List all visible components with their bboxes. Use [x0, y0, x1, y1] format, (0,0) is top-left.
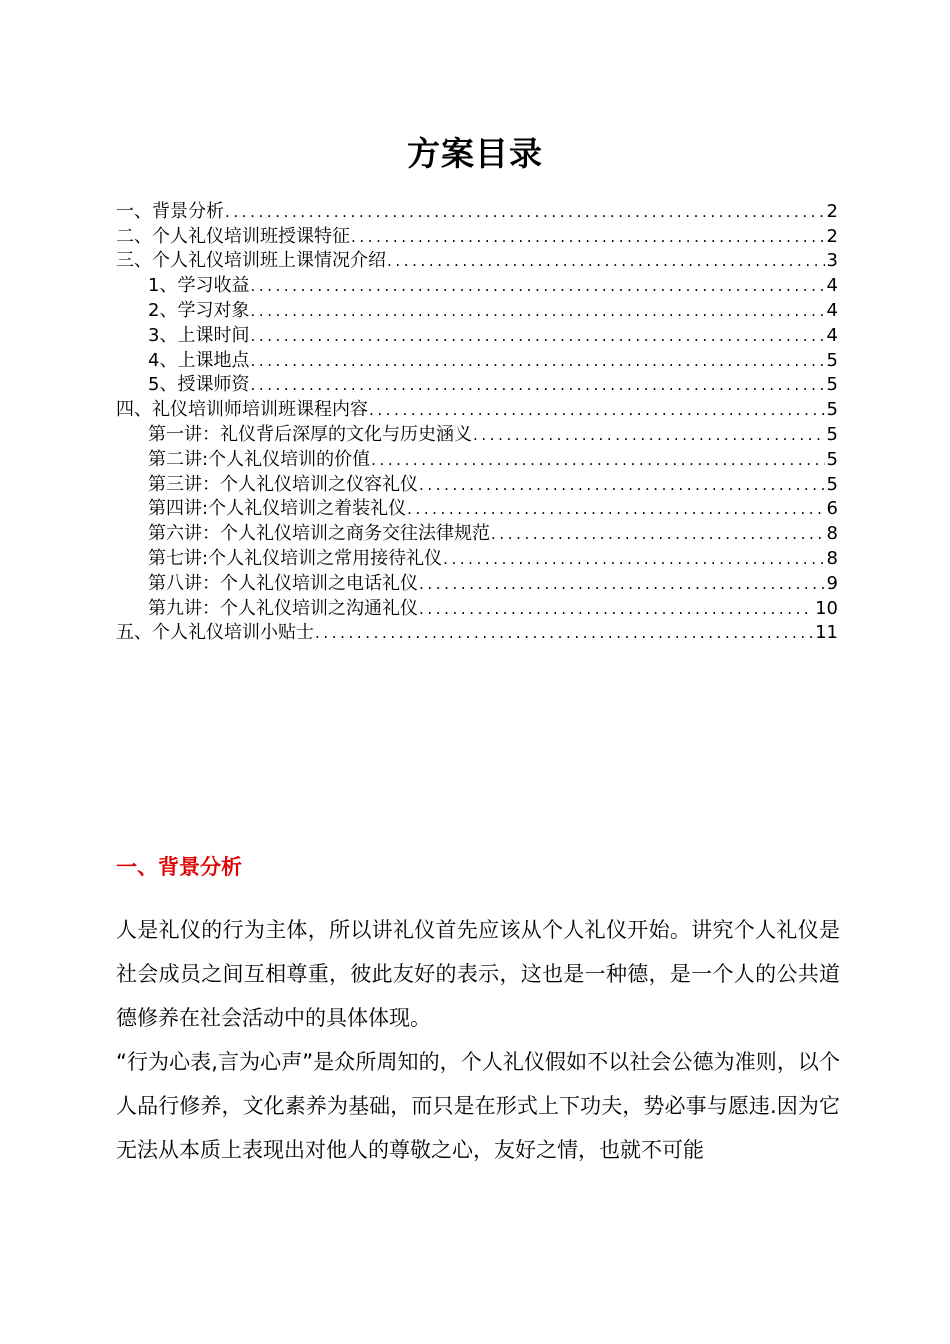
toc-entry-page-number: 8 [826, 547, 838, 569]
toc-entry[interactable] [116, 322, 838, 347]
toc-dot-leader [250, 350, 824, 372]
toc-entry-label: 第七讲:个人礼仪培训之常用接待礼仪 [148, 547, 443, 569]
toc-entry-page-number: 2 [826, 225, 838, 247]
toc-entry[interactable] [116, 446, 838, 471]
toc-entry-page-number: 2 [826, 200, 838, 222]
toc-entry-label: 第六讲：个人礼仪培训之商务交往法律规范 [148, 523, 490, 545]
toc-dot-leader [315, 622, 813, 644]
toc-entry-label: 5、授课师资 [148, 374, 250, 396]
toc-entry-label: 第九讲：个人礼仪培训之沟通礼仪 [148, 597, 418, 619]
toc-dot-leader [473, 424, 825, 446]
toc-entry[interactable] [116, 620, 838, 645]
toc-entry[interactable] [116, 396, 838, 421]
toc-entry[interactable] [116, 347, 838, 372]
toc-entry-page-number: 6 [826, 498, 838, 520]
toc-entry-label: 三、个人礼仪培训班上课情况介绍 [116, 250, 386, 272]
toc-entry-page-number: 5 [826, 399, 838, 421]
toc-entry-label: 第八讲：个人礼仪培训之电话礼仪 [148, 572, 418, 594]
toc-entry[interactable] [116, 223, 838, 248]
toc-entry[interactable] [116, 372, 838, 397]
toc-entry-page-number: 11 [815, 622, 838, 644]
toc-entry-page-number: 8 [826, 523, 838, 545]
toc-entry-label: 2、学习对象 [148, 299, 250, 321]
section-heading: 一、背景分析 [116, 855, 242, 879]
toc-entry-label: 第四讲:个人礼仪培训之着装礼仪 [148, 498, 407, 520]
toc-entry-page-number: 5 [826, 423, 838, 445]
toc-entry-label: 五、个人礼仪培训小贴士 [116, 622, 314, 644]
toc-entry-label: 第一讲：礼仪背后深厚的文化与历史涵义 [148, 423, 472, 445]
toc-entry[interactable] [116, 421, 838, 446]
section-body [116, 908, 840, 1172]
toc-entry[interactable] [116, 570, 838, 595]
toc-dot-leader [419, 598, 813, 620]
toc-entry-page-number: 5 [826, 349, 838, 371]
body-paragraph: “行为心表,言为心声”是众所周知的，个人礼仪假如不以社会公德为准则，以个人品行修养，文化素养为基础，而只是在形式上下功夫，势必事与愿违.因为它无法从本质上表现出对他人的尊敬之心，友好之情，也就不可能 [116, 1050, 840, 1162]
toc-entry-label: 第二讲:个人礼仪培训的价值 [148, 448, 371, 470]
toc-entry-page-number: 10 [815, 597, 838, 619]
toc-entry-page-number: 5 [826, 374, 838, 396]
toc-dot-leader [387, 250, 825, 272]
toc-entry-label: 一、背景分析 [116, 200, 224, 222]
toc-entry[interactable] [116, 297, 838, 322]
toc-entry[interactable] [116, 471, 838, 496]
toc-entry-page-number: 5 [826, 448, 838, 470]
toc-dot-leader [407, 498, 824, 520]
toc-entry[interactable] [116, 520, 838, 545]
toc-dot-leader [250, 325, 824, 347]
toc-entry-page-number: 4 [826, 324, 838, 346]
toc-entry-label: 二、个人礼仪培训班授课特征 [116, 225, 350, 247]
toc-dot-leader [250, 374, 824, 396]
toc-dot-leader [369, 399, 825, 421]
toc-dot-leader [419, 573, 825, 595]
toc-entry-page-number: 9 [826, 572, 838, 594]
toc-dot-leader [419, 474, 825, 496]
toc-dot-leader [443, 548, 824, 570]
toc-dot-leader [250, 300, 824, 322]
toc-entry-label: 4、上课地点 [148, 349, 250, 371]
toc-entry[interactable] [116, 248, 838, 273]
toc-entry[interactable] [116, 198, 838, 223]
toc-entry-page-number: 3 [826, 250, 838, 272]
toc-entry-label: 1、学习收益 [148, 275, 250, 297]
toc-entry-page-number: 4 [826, 299, 838, 321]
toc-entry[interactable] [116, 595, 838, 620]
toc-entry-page-number: 5 [826, 473, 838, 495]
toc-entry-label: 四、礼仪培训师培训班课程内容 [116, 399, 368, 421]
toc-dot-leader [225, 201, 825, 223]
document-title: 方案目录 [407, 134, 543, 173]
body-paragraph: 人是礼仪的行为主体，所以讲礼仪首先应该从个人礼仪开始。讲究个人礼仪是社会成员之间互相尊重，彼此友好的表示，这也是一种德，是一个人的公共道德修养在社会活动中的具体体现。 [116, 918, 840, 1030]
toc-dot-leader [491, 523, 825, 545]
table-of-contents [116, 198, 838, 644]
toc-dot-leader [351, 226, 825, 248]
toc-dot-leader [250, 275, 824, 297]
toc-entry[interactable] [116, 496, 838, 521]
toc-entry-label: 3、上课时间 [148, 324, 250, 346]
toc-entry-page-number: 4 [826, 275, 838, 297]
toc-entry-label: 第三讲：个人礼仪培训之仪容礼仪 [148, 473, 418, 495]
toc-entry[interactable] [116, 272, 838, 297]
toc-entry[interactable] [116, 545, 838, 570]
toc-dot-leader [371, 449, 824, 471]
